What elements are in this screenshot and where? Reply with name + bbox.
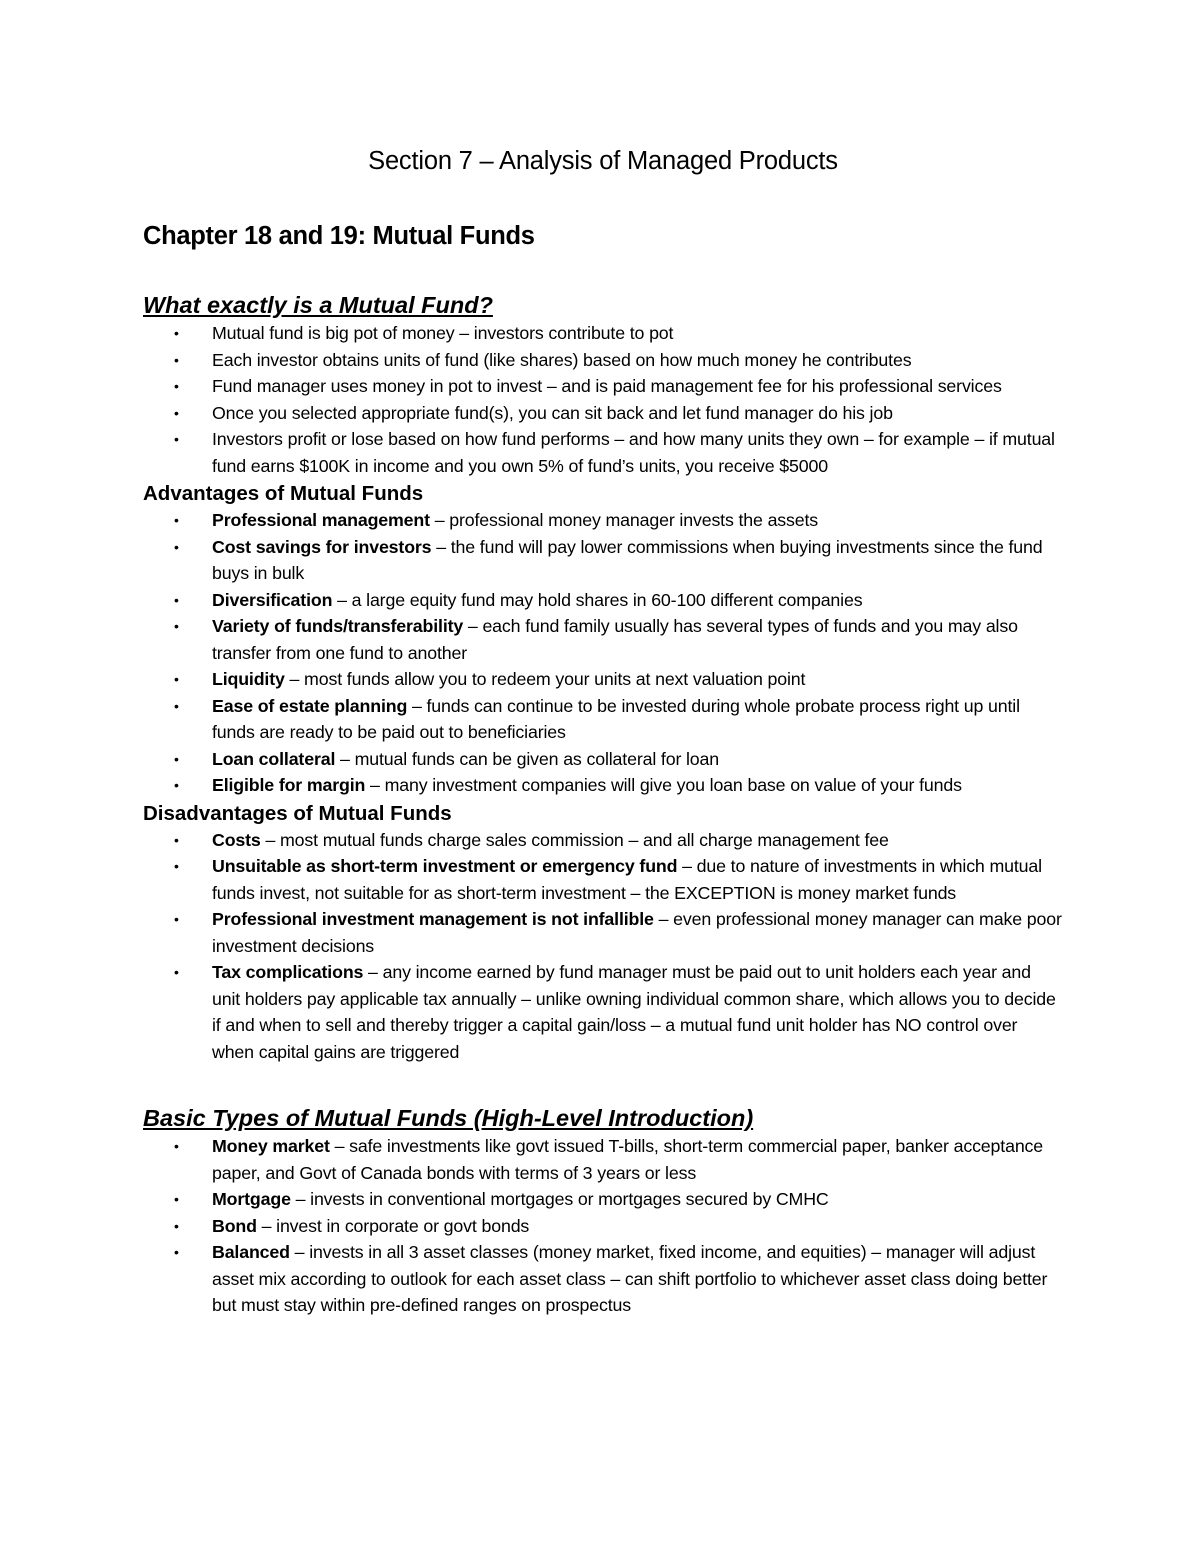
item-text: – invests in all 3 asset classes (money market, fixed income, and equities) – manager will adjust asset mix according to outlook for each asset class – can shift portfolio to whichever asset class doing better but must stay within pre-defined ranges on prospectus (212, 1242, 1048, 1315)
disadvantages-heading: Disadvantages of Mutual Funds (143, 801, 452, 825)
item-text: – professional money manager invests the assets (429, 510, 819, 530)
list-item (143, 507, 1063, 534)
bullet-icon: • (174, 1191, 179, 1207)
list-item (143, 959, 1063, 1065)
basic-types-list (143, 1133, 1063, 1319)
bullet-icon: • (174, 671, 179, 687)
list-item (143, 906, 1063, 959)
list-item (143, 1133, 1063, 1186)
bullet-icon: • (174, 858, 179, 874)
list-item: • Each investor obtains units of fund (like shares) based on how much money he contributes (143, 347, 1063, 374)
list-item (143, 1239, 1063, 1319)
bullet-icon: • (174, 1138, 179, 1154)
bullet-icon: • (174, 591, 179, 608)
item-text: – invests in conventional mortgages or mortgages secured by CMHC (290, 1189, 829, 1209)
item-text: – funds can continue to be invested during whole probate process right up until funds are ready to be paid out to beneficiaries (212, 695, 1020, 742)
bullet-icon: • (174, 964, 179, 980)
document-content (143, 142, 1063, 1319)
bullet-icon: • (174, 512, 179, 528)
list-item (143, 1213, 1063, 1240)
item-text: – a large equity fund may hold shares in 60-100 different companies (332, 589, 863, 610)
list-item: • Mutual fund is big pot of money – investors contribute to pot (143, 320, 1063, 347)
chapter-title: Chapter 18 and 19: Mutual Funds (143, 222, 535, 250)
advantages-heading: Advantages of Mutual Funds (143, 482, 424, 505)
bullet-icon: • (174, 351, 179, 368)
item-text: – due to nature of investments in which mutual funds invest, not suitable for as short-term investment – the EXCEPTION is money market funds (212, 856, 1042, 903)
list-item (143, 772, 1063, 799)
bullet-icon: • (174, 325, 179, 341)
bullet-icon: • (174, 378, 179, 394)
item-text: – many investment companies will give you loan base on value of your funds (365, 775, 962, 795)
item-term: Costs (212, 829, 261, 850)
bullet-icon: • (174, 911, 179, 927)
what-is-list (143, 320, 1063, 479)
bullet-icon: • (174, 750, 179, 767)
list-item (143, 693, 1063, 746)
bullet-icon: • (174, 777, 179, 793)
bullet-icon: • (174, 404, 179, 421)
disadvantages-list (143, 827, 1063, 1066)
bullet-icon: • (174, 431, 179, 447)
item-text: – most mutual funds charge sales commission – and all charge management fee (260, 829, 889, 850)
section-title: Section 7 – Analysis of Managed Products (368, 147, 838, 175)
item-term: Diversification (212, 589, 333, 610)
item-term: Money market (212, 1136, 330, 1156)
list-item (143, 746, 1063, 773)
item-term: Professional management (212, 510, 430, 530)
list-item (143, 613, 1063, 666)
item-term: Bond (212, 1215, 257, 1236)
item-term: Professional investment management is not infallible (212, 909, 654, 929)
item-term: Liquidity (212, 669, 285, 689)
item-text: – safe investments like govt issued T-bills, short-term commercial paper, banker acceptance paper, and Govt of Canada bonds with terms of 3 years or less (212, 1136, 1044, 1183)
list-item (143, 1186, 1063, 1213)
item-term: Cost savings for investors (212, 536, 432, 557)
bullet-icon: • (174, 1244, 179, 1260)
bullet-icon: • (174, 538, 179, 555)
item-term: Unsuitable as short-term investment or emergency fund (212, 856, 678, 876)
item-term: Loan collateral (212, 748, 336, 769)
what-is-heading: What exactly is a Mutual Fund? (143, 292, 493, 318)
advantages-list (143, 507, 1063, 799)
item-text: – most funds allow you to redeem your units at next valuation point (284, 669, 806, 689)
basic-types-heading: Basic Types of Mutual Funds (High-Level Introduction) (143, 1105, 754, 1131)
item-term: Variety of funds/transferability (212, 616, 464, 636)
list-item: • Investors profit or lose based on how fund performs – and how many units they own – for example – if mutual fund earns $100K in income and you own 5% of fund’s units, you receive $5000 (143, 426, 1063, 479)
list-item (143, 827, 1063, 854)
list-item (143, 666, 1063, 693)
item-term: Ease of estate planning (212, 695, 408, 716)
item-term: Eligible for margin (212, 775, 366, 795)
bullet-icon: • (174, 618, 179, 634)
item-term: Mortgage (212, 1189, 291, 1209)
list-item: • Once you selected appropriate fund(s), you can sit back and let fund manager do his job (143, 400, 1063, 427)
bullet-icon: • (174, 831, 179, 848)
item-term: Balanced (212, 1242, 290, 1262)
bullet-icon: • (174, 697, 179, 714)
list-item (143, 534, 1063, 587)
item-text: – any income earned by fund manager must be paid out to unit holders each year and unit holders pay applicable tax annually – unlike owning individual common share, which allows you to decide if and when to sell and thereby trigger a capital gain/loss – a mutual fund unit holder has NO control over when capital gains are triggered (212, 962, 1056, 1062)
item-text: – each fund family usually has several types of funds and you may also transfer from one fund to another (212, 616, 1018, 663)
list-item (143, 587, 1063, 614)
bullet-icon: • (174, 1217, 179, 1234)
item-text: – the fund will pay lower commissions when buying investments since the fund buys in bulk (212, 536, 1043, 583)
item-text: – invest in corporate or govt bonds (256, 1215, 530, 1236)
list-item (143, 853, 1063, 906)
item-term: Tax complications (212, 962, 364, 982)
item-text: – even professional money manager can make poor investment decisions (212, 909, 1062, 956)
list-item: • Fund manager uses money in pot to invest – and is paid management fee for his professional services (143, 373, 1063, 400)
item-text: – mutual funds can be given as collateral for loan (335, 748, 720, 769)
